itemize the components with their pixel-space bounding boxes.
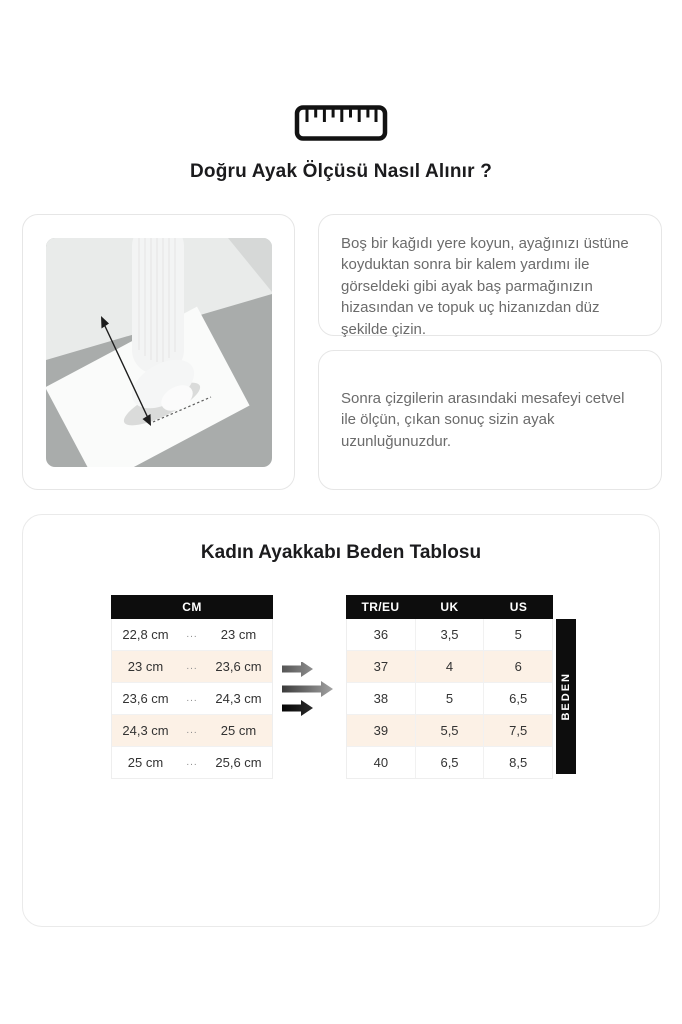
instruction-card-2 xyxy=(318,350,662,490)
header-cell-uk: UK xyxy=(440,600,459,614)
cm-to-cell: 25,6 cm xyxy=(215,755,262,770)
uk-cell: 6,5 xyxy=(415,747,484,778)
header-cell-us: US xyxy=(509,600,528,614)
us-cell: 7,5 xyxy=(483,715,552,746)
instruction-text-2: Sonra çizgilerin arasındaki mesafeyi cetvel ile ölçün, çıkan sonuç sizin ayak uzunluğunuzdur. xyxy=(341,389,625,450)
cm-from-cell: 23,6 cm xyxy=(122,691,169,706)
tr-eu-cell: 37 xyxy=(373,659,389,674)
uk-cell: 3,5 xyxy=(415,619,484,650)
range-separator: ... xyxy=(186,757,198,768)
tr-eu-cell: 38 xyxy=(373,691,389,706)
cm-from-cell: 22,8 cm xyxy=(122,627,169,642)
cm-from-cell: 23 cm xyxy=(127,659,164,674)
tr-eu-cell: 36 xyxy=(373,627,389,642)
table-row xyxy=(112,619,272,650)
ruler-icon xyxy=(0,103,682,143)
beden-label: BEDEN xyxy=(560,672,572,721)
eu-uk-us-size-table xyxy=(346,595,553,779)
page-title: Doğru Ayak Ölçüsü Nasıl Alınır ? xyxy=(189,161,492,182)
table-row xyxy=(347,714,552,746)
tr-eu-cell: 40 xyxy=(373,755,389,770)
cm-from-cell: 25 cm xyxy=(127,755,164,770)
cm-to-cell: 23 cm xyxy=(220,627,257,642)
header-cell-tr-eu: TR/EU xyxy=(361,600,400,614)
table-row xyxy=(112,650,272,682)
us-cell: 5 xyxy=(483,619,552,650)
us-cell: 6,5 xyxy=(483,683,552,714)
instruction-card-1 xyxy=(318,214,662,336)
table-row xyxy=(112,682,272,714)
range-separator: ... xyxy=(186,629,198,640)
cm-range-table xyxy=(111,595,273,779)
us-cell: 8,5 xyxy=(483,747,552,778)
cm-to-cell: 23,6 cm xyxy=(215,659,262,674)
tr-eu-cell: 39 xyxy=(373,723,389,738)
cm-from-cell: 24,3 cm xyxy=(122,723,169,738)
uk-cell: 4 xyxy=(415,651,484,682)
cm-to-cell: 24,3 cm xyxy=(215,691,262,706)
cm-header-cell: CM xyxy=(182,600,202,614)
table-row xyxy=(347,650,552,682)
transfer-arrows-icon xyxy=(281,662,335,723)
instruction-text-1: Boş bir kağıdı yere koyun, ayağınızı üstüne koyduktan sonra bir kalem yardımı ile görseldeki gibi ayak baş parmağınızın hizasından ve topuk uç hizanızdan düz şekilde çizin. xyxy=(341,235,629,338)
cm-table-header xyxy=(111,595,273,619)
range-separator: ... xyxy=(186,661,198,672)
cm-to-cell: 25 cm xyxy=(220,723,257,738)
table-row xyxy=(112,746,272,778)
table-row xyxy=(347,619,552,650)
beden-ribbon xyxy=(556,619,576,774)
size-section-title: Kadın Ayakkabı Beden Tablosu xyxy=(200,542,482,563)
size-table-header xyxy=(346,595,553,619)
table-row xyxy=(112,714,272,746)
range-separator: ... xyxy=(186,693,198,704)
table-row xyxy=(347,682,552,714)
table-row xyxy=(347,746,552,778)
foot-measurement-photo xyxy=(46,238,272,467)
uk-cell: 5 xyxy=(415,683,484,714)
us-cell: 6 xyxy=(483,651,552,682)
measurement-photo-card xyxy=(22,214,295,490)
range-separator: ... xyxy=(186,725,198,736)
size-guide-card xyxy=(22,514,660,927)
uk-cell: 5,5 xyxy=(415,715,484,746)
